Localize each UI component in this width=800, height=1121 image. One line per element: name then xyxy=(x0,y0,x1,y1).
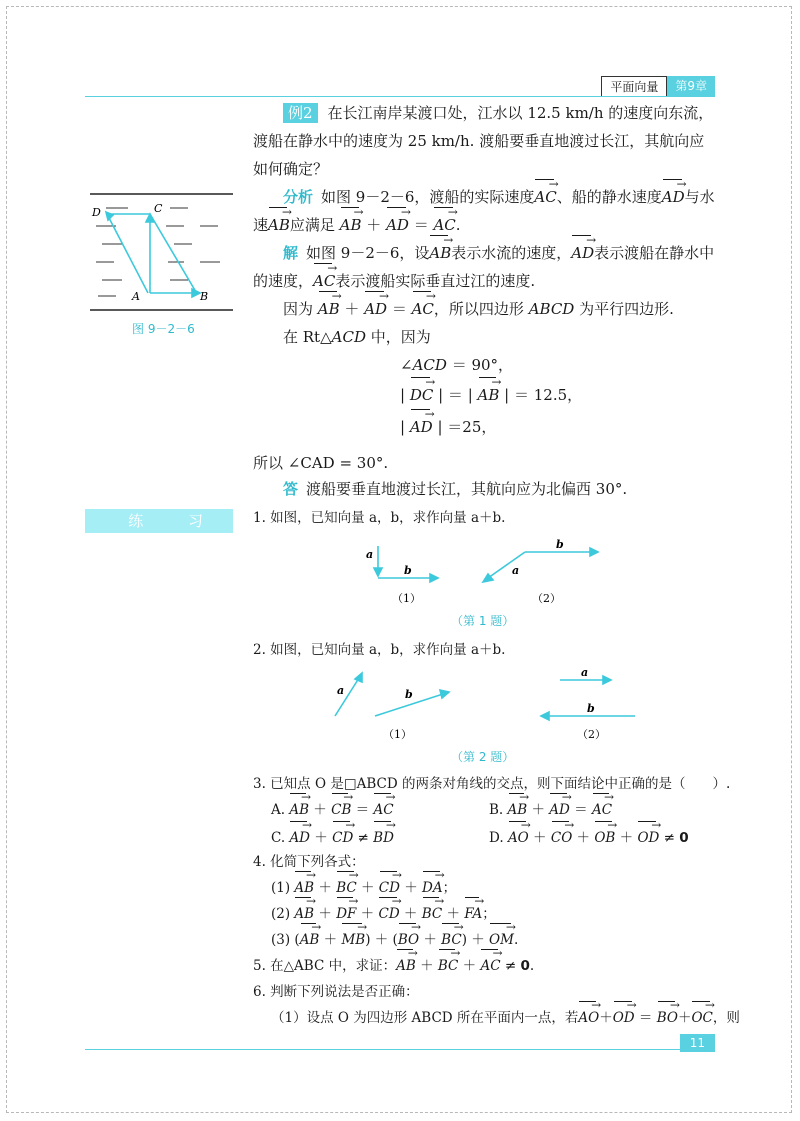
q1-text: 1. 如图，已知向量 a，b，求作向量 a＋b. xyxy=(253,510,506,526)
equation-3: | → AD | ＝25， xyxy=(400,414,700,440)
figure-caption: 图 9－2－6 xyxy=(132,322,195,336)
q1-sub1: （1） xyxy=(392,592,421,605)
q3-option-b: B. → AB ＋ → AD ＝ → AC xyxy=(489,798,719,822)
solution-line1: 解 如图 9－2－6，设→ AB表示水流的速度，→ AD表示渡船在静水中 xyxy=(253,240,753,266)
q4-part-1: (1) → AB ＋ → BC ＋ → CD ＋ → DA； xyxy=(271,876,741,900)
q4-part-2: (2) → AB ＋ → DF ＋ → CD ＋ → BC ＋ → FA； xyxy=(271,902,741,926)
equation-2: | → DC | ＝ | → AB | ＝ 12.5， xyxy=(400,382,700,408)
header-rule xyxy=(85,96,715,97)
analysis-line1: 分析 如图 9－2－6，渡船的实际速度→ AC、船的静水速度→ AD与水 xyxy=(253,184,753,210)
q3-text: 3. 已知点 O 是□ABCD 的两条对角线的交点，则下面结论中正确的是（ ）. xyxy=(253,776,731,792)
solution-line2: 的速度，→ AC表示渡船实际垂直过江的速度. xyxy=(253,268,723,294)
solution-line3: 因为 → AB ＋ → AD ＝ → AC，所以四边形 ABCD 为平行四边形. xyxy=(253,296,753,322)
question-line1: 在长江南岸某渡口处，江水以 12.5 km/h 的速度向东流， xyxy=(327,104,714,122)
page-number: 11 xyxy=(680,1034,715,1052)
chapter-number: 第9章 xyxy=(667,76,715,97)
solution-label: 解 xyxy=(283,244,299,262)
q2-b1: b xyxy=(405,688,413,701)
q6-text: 6. 判断下列说法是否正确： xyxy=(253,984,419,1000)
q5-line: 5. 在△ABC 中，求证：→ AB ＋ → BC ＋ → AC ≠ 0. xyxy=(253,954,723,978)
q1-caption: （第 1 题） xyxy=(451,614,515,628)
q2-a1: a xyxy=(337,684,345,697)
chapter-title: 平面向量 xyxy=(601,76,667,97)
q2-caption: （第 2 题） xyxy=(451,750,515,764)
q5-text: 5. 在△ABC 中，求证： xyxy=(253,958,397,974)
answer-label: 答 xyxy=(283,480,299,498)
analysis-line2: 速→ AB应满足 → AB ＋ → AD ＝ → AC. xyxy=(253,212,723,238)
q1-figure xyxy=(360,538,610,608)
q3-option-a: A. → AB ＋ → CB ＝ → AC xyxy=(271,798,741,822)
answer-text: 渡船要垂直地渡过长江，其航向应为北偏西 30°. xyxy=(306,480,628,498)
q6-part-1: （1）设点 O 为四边形 ABCD 所在平面内一点，若→ AO＋→ OD ＝ → BO＋→ OC，则 xyxy=(271,1006,741,1030)
q3-option-c: C. → AD ＋ → CD ≠ → BD xyxy=(271,826,741,850)
label-B: B xyxy=(200,290,209,303)
q1-a1: a xyxy=(366,548,374,561)
practice-heading: 练 习 xyxy=(85,509,233,533)
question-line3: 如何确定？ xyxy=(253,160,329,178)
q1-b1: b xyxy=(404,564,412,577)
q6-1-text: （1）设点 O 为四边形 ABCD 所在平面内一点，若 xyxy=(271,1010,579,1026)
q2-a2: a xyxy=(581,668,589,679)
q1-a2: a xyxy=(512,564,520,577)
q2-sub2: （2） xyxy=(577,728,606,741)
figure-9-2-6 xyxy=(88,188,238,338)
q1-sub2: （2） xyxy=(532,592,561,605)
footer-rule xyxy=(85,1049,715,1050)
label-D: D xyxy=(92,206,101,219)
q2-text: 2. 如图，已知向量 a，b，求作向量 a＋b. xyxy=(253,642,506,658)
label-C: C xyxy=(154,202,163,215)
example-label: 例2 xyxy=(283,103,318,123)
solution-line4: 在 Rt△ACD 中，因为 xyxy=(283,328,431,346)
conclusion: 所以 ∠CAD = 30°. xyxy=(253,454,389,472)
question-line2: 渡船在静水中的速度为 25 km/h. 渡船要垂直地渡过长江，其航向应 xyxy=(253,132,705,150)
q4-text: 4. 化简下列各式： xyxy=(253,854,365,870)
q2-b2: b xyxy=(587,702,595,715)
q3-option-d: D. → AO ＋ → CO ＋ → OB ＋ → OD ≠ 0 xyxy=(489,826,719,850)
answer-line xyxy=(253,476,753,502)
label-A: A xyxy=(132,290,140,303)
analysis-label: 分析 xyxy=(283,188,314,206)
running-header xyxy=(601,76,715,97)
q2-figure xyxy=(325,668,645,744)
equation-1: ∠ACD ＝ 90°， xyxy=(400,356,514,374)
q2-sub1: （1） xyxy=(383,728,412,741)
q4-part-3: (3) (→ AB ＋ → MB) ＋ (→ BO ＋ → BC) ＋ → OM. xyxy=(271,928,741,952)
q1-b2: b xyxy=(556,538,564,551)
